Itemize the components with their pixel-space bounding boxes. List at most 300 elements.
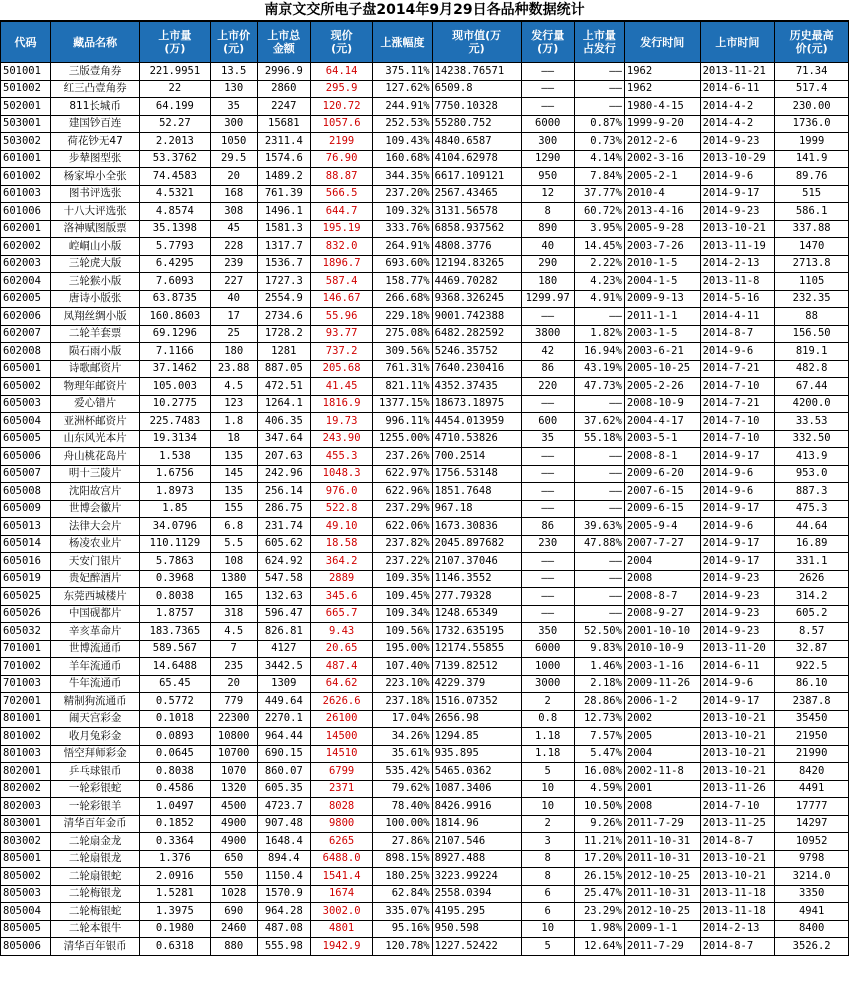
- cell-listed-ratio: 0.87%: [574, 115, 624, 133]
- cell-issue-date: 2005-10-25: [624, 360, 700, 378]
- cell-current-price: 295.9: [310, 80, 372, 98]
- table-row: [1, 115, 849, 133]
- cell-listing-date: 2013-11-18: [700, 885, 775, 903]
- cell-listing-date: 2014-9-6: [700, 343, 775, 361]
- cell-rise-pct: 78.40%: [373, 798, 432, 816]
- cell-rise-pct: 1255.00%: [373, 430, 432, 448]
- cell-listing-date: 2014-9-6: [700, 465, 775, 483]
- cell-rise-pct: 275.08%: [373, 325, 432, 343]
- cell-market-value: 4454.013959: [432, 413, 521, 431]
- cell-listed-price: 227: [210, 273, 257, 291]
- cell-listed-ratio: ——: [574, 570, 624, 588]
- cell-listed-qty: 34.0796: [140, 518, 211, 536]
- cell-issue-date: 2008: [624, 570, 700, 588]
- cell-issue-qty: ——: [521, 98, 574, 116]
- cell-listed-ratio: ——: [574, 63, 624, 81]
- table-row: [1, 168, 849, 186]
- cell-issue-qty: ——: [521, 63, 574, 81]
- table-row: [1, 483, 849, 501]
- cell-code: 602008: [1, 343, 51, 361]
- cell-issue-qty: ——: [521, 308, 574, 326]
- cell-market-value: 12174.55855: [432, 640, 521, 658]
- cell-hist-high: 86.10: [775, 675, 849, 693]
- cell-listing-date: 2014-9-17: [700, 693, 775, 711]
- cell-issue-date: 2009-11-26: [624, 675, 700, 693]
- cell-listed-ratio: ——: [574, 553, 624, 571]
- cell-issue-date: 2004-1-5: [624, 273, 700, 291]
- cell-name: 乒乓球银币: [51, 763, 140, 781]
- cell-listed-qty: 22: [140, 80, 211, 98]
- cell-rise-pct: 107.40%: [373, 658, 432, 676]
- cell-code: 605005: [1, 430, 51, 448]
- cell-current-price: 345.6: [310, 588, 372, 606]
- cell-listed-price: 145: [210, 465, 257, 483]
- cell-issue-qty: 600: [521, 413, 574, 431]
- cell-issue-date: 2012-2-6: [624, 133, 700, 151]
- cell-current-price: 665.7: [310, 605, 372, 623]
- cell-listing-date: 2014-7-10: [700, 430, 775, 448]
- cell-name: 三轮猴小版: [51, 273, 140, 291]
- table-row: [1, 675, 849, 693]
- cell-code: 605026: [1, 605, 51, 623]
- cell-name: 洛神赋图版票: [51, 220, 140, 238]
- cell-current-price: 832.0: [310, 238, 372, 256]
- cell-hist-high: 337.88: [775, 220, 849, 238]
- table-row: [1, 395, 849, 413]
- cell-rise-pct: 996.11%: [373, 413, 432, 431]
- table-row: [1, 728, 849, 746]
- cell-hist-high: 14297: [775, 815, 849, 833]
- cell-listing-date: 2014-9-17: [700, 185, 775, 203]
- cell-issue-date: 2002-3-16: [624, 150, 700, 168]
- cell-listing-date: 2014-4-11: [700, 308, 775, 326]
- cell-listing-date: 2014-8-7: [700, 833, 775, 851]
- cell-issue-qty: 86: [521, 360, 574, 378]
- cell-code: 801001: [1, 710, 51, 728]
- cell-listed-price: 40: [210, 290, 257, 308]
- cell-listed-qty: 0.1018: [140, 710, 211, 728]
- cell-current-price: 1942.9: [310, 938, 372, 956]
- cell-listed-ratio: 0.73%: [574, 133, 624, 151]
- cell-current-price: 566.5: [310, 185, 372, 203]
- cell-listed-price: 155: [210, 500, 257, 518]
- cell-listed-total: 2996.9: [257, 63, 310, 81]
- cell-listed-ratio: 37.77%: [574, 185, 624, 203]
- cell-listed-ratio: 25.47%: [574, 885, 624, 903]
- cell-hist-high: 3214.0: [775, 868, 849, 886]
- cell-issue-qty: 6000: [521, 115, 574, 133]
- table-row: [1, 413, 849, 431]
- cell-hist-high: 605.2: [775, 605, 849, 623]
- table-row: [1, 518, 849, 536]
- cell-name: 杨家埠小全张: [51, 168, 140, 186]
- cell-market-value: 8927.488: [432, 850, 521, 868]
- cell-issue-qty: 8: [521, 850, 574, 868]
- cell-listed-price: 35: [210, 98, 257, 116]
- cell-market-value: 4808.3776: [432, 238, 521, 256]
- cell-listed-ratio: 28.86%: [574, 693, 624, 711]
- cell-rise-pct: 335.07%: [373, 903, 432, 921]
- cell-issue-qty: 1290: [521, 150, 574, 168]
- cell-listing-date: 2014-8-7: [700, 325, 775, 343]
- cell-current-price: 587.4: [310, 273, 372, 291]
- cell-name: 二轮梅银蛇: [51, 903, 140, 921]
- cell-market-value: 967.18: [432, 500, 521, 518]
- table-row: [1, 185, 849, 203]
- cell-issue-qty: 3: [521, 833, 574, 851]
- cell-listed-price: 4900: [210, 815, 257, 833]
- cell-listed-total: 406.35: [257, 413, 310, 431]
- cell-listed-price: 135: [210, 483, 257, 501]
- cell-issue-date: 2007-6-15: [624, 483, 700, 501]
- cell-current-price: 88.87: [310, 168, 372, 186]
- cell-issue-date: 2011-1-1: [624, 308, 700, 326]
- cell-rise-pct: 333.76%: [373, 220, 432, 238]
- cell-rise-pct: 309.56%: [373, 343, 432, 361]
- cell-market-value: 14238.76571: [432, 63, 521, 81]
- cell-listed-price: 17: [210, 308, 257, 326]
- cell-listing-date: 2014-7-10: [700, 798, 775, 816]
- cell-rise-pct: 160.68%: [373, 150, 432, 168]
- cell-listed-total: 761.39: [257, 185, 310, 203]
- cell-issue-date: 2002: [624, 710, 700, 728]
- cell-listing-date: 2014-9-6: [700, 483, 775, 501]
- cell-listing-date: 2013-10-21: [700, 728, 775, 746]
- cell-listed-qty: 7.6093: [140, 273, 211, 291]
- cell-listed-total: 964.44: [257, 728, 310, 746]
- cell-listed-price: 7: [210, 640, 257, 658]
- cell-hist-high: 8420: [775, 763, 849, 781]
- cell-issue-qty: 1.18: [521, 728, 574, 746]
- cell-rise-pct: 223.10%: [373, 675, 432, 693]
- cell-rise-pct: 109.56%: [373, 623, 432, 641]
- cell-hist-high: 332.50: [775, 430, 849, 448]
- cell-listed-total: 2311.4: [257, 133, 310, 151]
- cell-listed-total: 1309: [257, 675, 310, 693]
- cell-current-price: 1816.9: [310, 395, 372, 413]
- cell-listed-total: 231.74: [257, 518, 310, 536]
- cell-hist-high: 232.35: [775, 290, 849, 308]
- cell-rise-pct: 761.31%: [373, 360, 432, 378]
- cell-code: 602003: [1, 255, 51, 273]
- cell-current-price: 2889: [310, 570, 372, 588]
- cell-name: 凤翔丝绸小版: [51, 308, 140, 326]
- cell-hist-high: 482.8: [775, 360, 849, 378]
- cell-code: 605032: [1, 623, 51, 641]
- cell-listed-ratio: ——: [574, 98, 624, 116]
- table-row: [1, 150, 849, 168]
- cell-current-price: 9.43: [310, 623, 372, 641]
- cell-market-value: 2045.897682: [432, 535, 521, 553]
- cell-rise-pct: 195.00%: [373, 640, 432, 658]
- cell-issue-date: 2009-6-20: [624, 465, 700, 483]
- cell-listed-qty: 2.2013: [140, 133, 211, 151]
- cell-listed-ratio: 4.91%: [574, 290, 624, 308]
- cell-hist-high: 8.57: [775, 623, 849, 641]
- cell-listed-qty: 1.5281: [140, 885, 211, 903]
- cell-code: 805003: [1, 885, 51, 903]
- cell-market-value: 2656.98: [432, 710, 521, 728]
- table-row: [1, 640, 849, 658]
- cell-listed-price: 10700: [210, 745, 257, 763]
- cell-listed-ratio: ——: [574, 395, 624, 413]
- cell-hist-high: 88: [775, 308, 849, 326]
- cell-issue-date: 2010-10-9: [624, 640, 700, 658]
- table-row: [1, 658, 849, 676]
- cell-code: 602005: [1, 290, 51, 308]
- cell-hist-high: 4491: [775, 780, 849, 798]
- cell-listing-date: 2013-11-19: [700, 238, 775, 256]
- cell-issue-date: 2005-2-26: [624, 378, 700, 396]
- cell-listed-total: 596.47: [257, 605, 310, 623]
- cell-listing-date: 2014-7-10: [700, 413, 775, 431]
- table-row: [1, 290, 849, 308]
- cell-rise-pct: 237.29%: [373, 500, 432, 518]
- cell-current-price: 487.4: [310, 658, 372, 676]
- cell-name: 沈阳故宫片: [51, 483, 140, 501]
- header-row: [1, 22, 849, 63]
- cell-hist-high: 35450: [775, 710, 849, 728]
- cell-listed-total: 1150.4: [257, 868, 310, 886]
- cell-issue-qty: 0.8: [521, 710, 574, 728]
- cell-market-value: 7139.82512: [432, 658, 521, 676]
- cell-market-value: 6858.937562: [432, 220, 521, 238]
- cell-market-value: 2107.37046: [432, 553, 521, 571]
- cell-issue-date: 2002-11-8: [624, 763, 700, 781]
- cell-listed-ratio: 1.82%: [574, 325, 624, 343]
- cell-issue-date: 2005-2-1: [624, 168, 700, 186]
- cell-current-price: 1541.4: [310, 868, 372, 886]
- cell-listed-total: 894.4: [257, 850, 310, 868]
- cell-market-value: 700.2514: [432, 448, 521, 466]
- cell-issue-qty: 10: [521, 798, 574, 816]
- cell-listing-date: 2014-9-17: [700, 553, 775, 571]
- cell-listed-price: 239: [210, 255, 257, 273]
- cell-listed-total: 826.81: [257, 623, 310, 641]
- cell-listing-date: 2013-11-8: [700, 273, 775, 291]
- cell-market-value: 4352.37435: [432, 378, 521, 396]
- cell-listing-date: 2014-9-6: [700, 675, 775, 693]
- cell-listing-date: 2014-9-17: [700, 500, 775, 518]
- cell-hist-high: 819.1: [775, 343, 849, 361]
- cell-issue-date: 2011-7-29: [624, 815, 700, 833]
- cell-issue-date: 2001-10-10: [624, 623, 700, 641]
- cell-code: 605019: [1, 570, 51, 588]
- cell-listed-price: 123: [210, 395, 257, 413]
- cell-listing-date: 2014-9-23: [700, 605, 775, 623]
- cell-listed-price: 1320: [210, 780, 257, 798]
- cell-hist-high: 2713.8: [775, 255, 849, 273]
- cell-listed-total: 132.63: [257, 588, 310, 606]
- cell-listed-ratio: 37.62%: [574, 413, 624, 431]
- cell-listed-qty: 0.0645: [140, 745, 211, 763]
- cell-listed-total: 860.07: [257, 763, 310, 781]
- col-header-listed-total: 上市总 金额: [257, 22, 310, 63]
- cell-listed-ratio: 23.29%: [574, 903, 624, 921]
- cell-name: 红三凸壹角券: [51, 80, 140, 98]
- cell-code: 501001: [1, 63, 51, 81]
- table-row: [1, 710, 849, 728]
- cell-issue-date: 1999-9-20: [624, 115, 700, 133]
- cell-issue-qty: 1000: [521, 658, 574, 676]
- cell-name: 811长城币: [51, 98, 140, 116]
- cell-listed-ratio: 2.18%: [574, 675, 624, 693]
- cell-current-price: 364.2: [310, 553, 372, 571]
- cell-listed-qty: 10.2775: [140, 395, 211, 413]
- table-row: [1, 868, 849, 886]
- cell-market-value: 1516.07352: [432, 693, 521, 711]
- cell-listed-qty: 37.1462: [140, 360, 211, 378]
- cell-current-price: 6799: [310, 763, 372, 781]
- cell-current-price: 9800: [310, 815, 372, 833]
- table-row: [1, 920, 849, 938]
- cell-listed-total: 887.05: [257, 360, 310, 378]
- cell-rise-pct: 109.34%: [373, 605, 432, 623]
- cell-market-value: 5465.0362: [432, 763, 521, 781]
- cell-listed-qty: 0.6318: [140, 938, 211, 956]
- cell-code: 605006: [1, 448, 51, 466]
- cell-hist-high: 517.4: [775, 80, 849, 98]
- cell-issue-qty: 6: [521, 885, 574, 903]
- cell-name: 二轮梅银龙: [51, 885, 140, 903]
- cell-listing-date: 2013-11-21: [700, 63, 775, 81]
- col-header-name: 藏品名称: [51, 22, 140, 63]
- cell-hist-high: 71.34: [775, 63, 849, 81]
- cell-listed-total: 487.08: [257, 920, 310, 938]
- cell-rise-pct: 264.91%: [373, 238, 432, 256]
- cell-listed-ratio: 12.64%: [574, 938, 624, 956]
- cell-listed-ratio: 5.47%: [574, 745, 624, 763]
- cell-market-value: 277.79328: [432, 588, 521, 606]
- cell-rise-pct: 95.16%: [373, 920, 432, 938]
- cell-listed-total: 207.63: [257, 448, 310, 466]
- cell-listed-qty: 7.1166: [140, 343, 211, 361]
- cell-name: 二轮羊套票: [51, 325, 140, 343]
- cell-listed-total: 1581.3: [257, 220, 310, 238]
- cell-listed-price: 130: [210, 80, 257, 98]
- cell-code: 605008: [1, 483, 51, 501]
- cell-listed-ratio: 17.20%: [574, 850, 624, 868]
- cell-listed-price: 6.8: [210, 518, 257, 536]
- cell-code: 605025: [1, 588, 51, 606]
- cell-current-price: 64.14: [310, 63, 372, 81]
- cell-issue-date: 2010-1-5: [624, 255, 700, 273]
- cell-issue-date: 2006-1-2: [624, 693, 700, 711]
- cell-current-price: 26100: [310, 710, 372, 728]
- cell-listed-ratio: 1.46%: [574, 658, 624, 676]
- cell-code: 501002: [1, 80, 51, 98]
- cell-hist-high: 475.3: [775, 500, 849, 518]
- cell-rise-pct: 34.26%: [373, 728, 432, 746]
- cell-hist-high: 141.9: [775, 150, 849, 168]
- cell-market-value: 4840.6587: [432, 133, 521, 151]
- cell-rise-pct: 109.45%: [373, 588, 432, 606]
- cell-code: 605003: [1, 395, 51, 413]
- cell-listing-date: 2014-2-13: [700, 920, 775, 938]
- cell-issue-date: 1962: [624, 63, 700, 81]
- cell-listed-ratio: 4.23%: [574, 273, 624, 291]
- table-row: [1, 815, 849, 833]
- cell-listed-qty: 0.4586: [140, 780, 211, 798]
- cell-listing-date: 2014-6-11: [700, 80, 775, 98]
- cell-listed-qty: 64.199: [140, 98, 211, 116]
- cell-listed-price: 4900: [210, 833, 257, 851]
- cell-listed-qty: 65.45: [140, 675, 211, 693]
- cell-name: 建国钞百连: [51, 115, 140, 133]
- cell-issue-date: 2009-1-1: [624, 920, 700, 938]
- col-header-listed-price: 上市价 (元): [210, 22, 257, 63]
- cell-listed-total: 907.48: [257, 815, 310, 833]
- cell-listed-ratio: 11.21%: [574, 833, 624, 851]
- cell-name: 亚洲杯邮资片: [51, 413, 140, 431]
- cell-listing-date: 2014-9-17: [700, 535, 775, 553]
- cell-market-value: 2107.546: [432, 833, 521, 851]
- cell-rise-pct: 237.22%: [373, 553, 432, 571]
- cell-listed-qty: 0.5772: [140, 693, 211, 711]
- cell-rise-pct: 79.62%: [373, 780, 432, 798]
- cell-name: 中国砚都片: [51, 605, 140, 623]
- cell-listed-ratio: ——: [574, 588, 624, 606]
- cell-market-value: 2567.43465: [432, 185, 521, 203]
- col-header-current-price: 现价 (元): [310, 22, 372, 63]
- cell-listed-ratio: 7.84%: [574, 168, 624, 186]
- cell-listed-qty: 19.3134: [140, 430, 211, 448]
- cell-listed-qty: 1.8757: [140, 605, 211, 623]
- cell-listed-price: 1028: [210, 885, 257, 903]
- table-row: [1, 605, 849, 623]
- cell-name: 法律大会片: [51, 518, 140, 536]
- cell-code: 602007: [1, 325, 51, 343]
- cell-listing-date: 2014-7-21: [700, 360, 775, 378]
- cell-listed-price: 45: [210, 220, 257, 238]
- col-header-listed-ratio: 上市量 占发行: [574, 22, 624, 63]
- cell-name: 荷花钞无47: [51, 133, 140, 151]
- cell-current-price: 14500: [310, 728, 372, 746]
- cell-code: 801003: [1, 745, 51, 763]
- cell-hist-high: 32.87: [775, 640, 849, 658]
- cell-listed-ratio: 47.73%: [574, 378, 624, 396]
- cell-issue-date: 1962: [624, 80, 700, 98]
- table-row: [1, 325, 849, 343]
- cell-market-value: 935.895: [432, 745, 521, 763]
- cell-issue-date: 2004-4-17: [624, 413, 700, 431]
- cell-rise-pct: 109.35%: [373, 570, 432, 588]
- table-row: [1, 570, 849, 588]
- cell-listed-ratio: 4.14%: [574, 150, 624, 168]
- cell-issue-date: 2011-10-31: [624, 885, 700, 903]
- cell-listed-total: 2270.1: [257, 710, 310, 728]
- cell-code: 605001: [1, 360, 51, 378]
- cell-hist-high: 515: [775, 185, 849, 203]
- cell-name: 杨凌农业片: [51, 535, 140, 553]
- cell-issue-qty: ——: [521, 553, 574, 571]
- cell-current-price: 55.96: [310, 308, 372, 326]
- table-row: [1, 63, 849, 81]
- cell-code: 601006: [1, 203, 51, 221]
- cell-hist-high: 33.53: [775, 413, 849, 431]
- cell-name: 崆峒山小版: [51, 238, 140, 256]
- cell-market-value: 9001.742388: [432, 308, 521, 326]
- cell-current-price: 1048.3: [310, 465, 372, 483]
- cell-listing-date: 2014-4-2: [700, 115, 775, 133]
- cell-name: 闹天宫彩金: [51, 710, 140, 728]
- cell-listed-total: 256.14: [257, 483, 310, 501]
- cell-listed-qty: 35.1398: [140, 220, 211, 238]
- cell-current-price: 2199: [310, 133, 372, 151]
- cell-market-value: 8426.9916: [432, 798, 521, 816]
- cell-name: 二轮扇银龙: [51, 850, 140, 868]
- cell-hist-high: 331.1: [775, 553, 849, 571]
